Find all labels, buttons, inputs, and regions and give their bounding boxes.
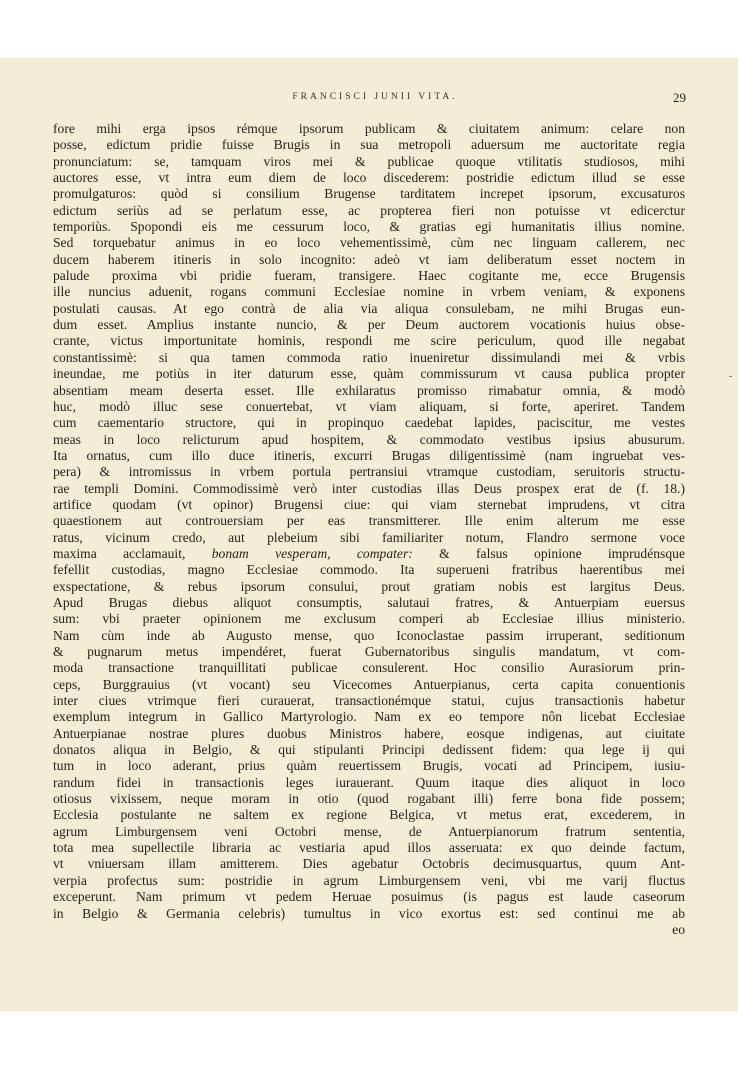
text-line: posse, edictum pridie fuisse Brugis in sua metropoli aduersum me auctoritate regia [53,137,685,153]
text-line: exspectatione, & rebus ipsorum consului, prout gratiam nobis est largitus Deus. [53,578,685,594]
text-line: meas in loco relicturum apud hospitem, & commodato vestibus ipsius abusurum. [53,431,685,447]
text-line: vt vniuersam illam amitterem. Dies agebatur Octobris decimusquartus, quum Ant- [53,856,685,872]
catchword: eo [672,921,685,937]
running-head [0,90,738,106]
text-line: exceperunt. Nam primum vt pedem Heruae posuimus (is pagus est laude caseorum [53,889,685,905]
text-line: Sed torquebatur animus in eo loco vehementissimè, cùm nec linguam callerem, nec [53,235,685,251]
text-line: Antuerpianae nostrae plures duobus Ministros habere, eosque indigenas, aut ciuitate [53,725,685,741]
text-line: pronunciatum: se, tamquam viros mei & publicae quoque vtilitatis studiosos, mihi [53,153,685,169]
text-line: dum esset. Amplius instante nuncio, & per Deum auctorem vocationis huius obse- [53,317,685,333]
text-line: fore mihi erga ipsos rémque ipsorum publicam & ciuitatem animum: celare non [53,121,685,136]
text-line: exemplum integrum in Gallico Martyrologio. Nam ex eo tempore nôn licebat Ecclesiae [53,709,685,725]
margin-speck [729,376,732,377]
text-line: randum fidei in transactionis leges iurauerant. Quum itaque dies aliquot in loco [53,774,685,790]
top-margin [0,0,738,58]
text-line: postulati causas. At ego contrà de alia via aliqua consulebam, ne mihi Brugas eun- [53,300,685,316]
text-line: tum in loco aderant, prius quàm reuertissem Brugis, vocati ad Principem, iusiu- [53,758,685,774]
text-line: pera) & intromissus in vrbem portula pertransiui vtramque custodiam, seruitoris structu- [53,464,685,480]
text-line: edictum seriùs ad se perlatum esse, ac propterea fieri non potuisse vt edicerctur [53,202,685,218]
text-line: maxima acclamauit, bonam vesperam, compater: & falsus opinione imprudénsque [53,545,685,561]
text-line: & pugnarum metus impendéret, fuerat Gubernatoribus singulis mandatum, vt com- [53,644,685,659]
text-line: auctores esse, vt intra eum diem de loco discederem: postridie edictum illud se esse [53,170,685,186]
text-line: fefellit custodias, magno Ecclesiae commodo. Ita superueni fratribus haerentibus mei [53,562,685,578]
text-line: rae templi Domini. Commodissimè verò inter custodias illas Deus prospex erat de (f. 18.) [53,480,685,496]
text-line: verpia profectus sum: postridie in agrum Limburgensem veni, vbi me varij fluctus [53,872,685,888]
text-line: temporiùs. Spopondi eis me cessurum loco, & gratias egi humanitatis illius nomine. [53,219,685,235]
text-line: ceps, Burggrauius (vt vocant) seu Vicecomes Antuerpianus, certa capita conuentionis [53,676,685,692]
bottom-margin [0,1011,738,1068]
text-line: Apud Brugas diebus aliquot consumptis, salutaui fratres, & Antuerpiam euersus [53,594,685,610]
text-line: in Belgio & Germania celebris) tumultus in vico exortus est: sed continui me ab [53,905,685,921]
text-line: ineundae, me potiùs in iter daturum esse, quàm commissurum vt causa publica propter [53,366,685,382]
text-line: quaestionem aut controuersiam per eas transmitterer. Ille enim alterum me esse [53,513,685,529]
text-line: inter ciues vtrimque fieri curauerat, transactionémque statui, cujus transactionis habetur [53,693,685,709]
text-line: palude proxima vbi pridie fueram, transigere. Haec cogitante me, ecce Brugensis [53,268,685,284]
text-line: promulgaturos: quòd si consilium Brugense tarditatem increpet ipsorum, excusaturos [53,186,685,202]
body-text [53,121,685,938]
text-line: Ita ornatus, cum illo duce itineris, excurri Brugas diligentissimè (nam ingruebat ves- [53,447,685,463]
text-line: absentiam meam deserta esset. Ille exhilaratus promisso rimabatur omnia, & modò [53,382,685,398]
text-line: Nam cùm inde ab Augusto mense, quo Iconoclastae passim irruperant, seditionum [53,627,685,643]
page-number: 29 [673,90,686,105]
italic-phrase: bonam vesperam, compater: [211,545,413,561]
text-line: artifice quodam (vt opinor) Brugensi ciue: qui viam sternebat imprudens, vt citra [53,496,685,512]
text-line: cum caementario structore, qui in propinquo caedebat lapides, paciscitur, me vestes [53,415,685,431]
text-line: Ecclesia postulante ne saltem ex regione Belgica, vt metus erat, excederem, in [53,807,685,823]
text-line: moda transactione tranquillitati publicae consulerent. Hoc consilio Aurasiorum prin- [53,660,685,676]
text-line: tota mea supellectile libraria ac vestiaria apud illos asseruata: ex quo deinde factum, [53,840,685,856]
text-line: donatos aliqua in Belgio, & qui stipulanti Principi dedissent fidem: qua lege ij qui [53,742,685,758]
text-line: sum: vbi praeter opinionem me exclusum comperi ab Ecclesiae illius ministerio. [53,611,685,627]
text-line: ducem haberem itineris in solo incognito: adeò vt iam deliberatum esset noctem in [53,251,685,267]
text-line: huc, modò illuc sese conuertebat, vt viam aliquam, si forte, aperiret. Tandem [53,398,685,414]
text-line: crante, victus importunitate hominis, respondi me scire periculum, quod ille negabat [53,333,685,349]
text-line: constantissimè: si qua tamen commoda ratio inueniretur dissimulandi mei & vrbis [53,349,685,365]
header-title: FRANCISCI JUNII VITA. [292,92,458,102]
text-line: ratus, vicinum credo, aut plebeium sibi familiariter notum, Flandro sermone voce [53,529,685,545]
text-line: agrum Limburgensem veni Octobri mense, de Antuerpianorum fratrum sententia, [53,823,685,839]
text-line: otiosus vixissem, neque moram in otio (quod rogabant illi) ferre bona fide possem; [53,791,685,807]
text-line: ille nuncius aduenit, rogans communi Ecclesiae nomine in vrbem veniam, & exponens [53,284,685,300]
